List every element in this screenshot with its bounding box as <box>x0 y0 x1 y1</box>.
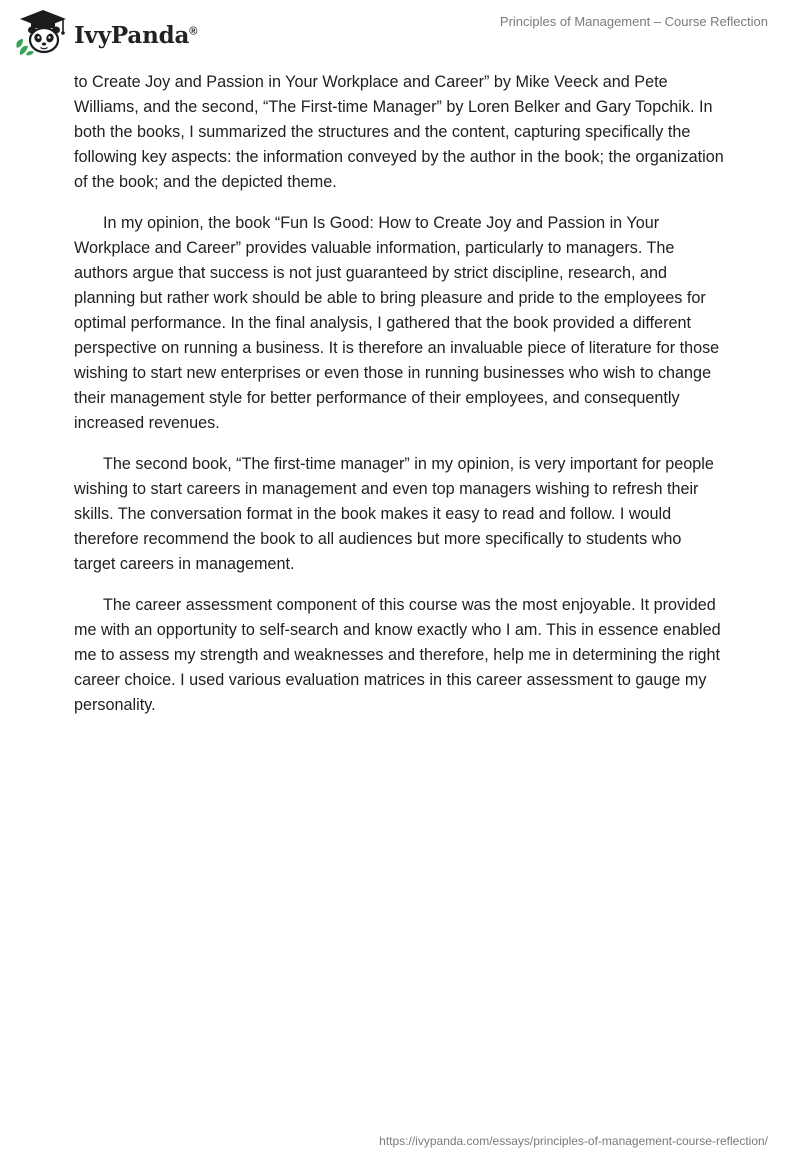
source-url[interactable]: https://ivypanda.com/essays/principles-of-management-course-reflection/ <box>379 1134 768 1148</box>
ivypanda-logo[interactable] <box>14 8 197 56</box>
paragraph-continued: to Create Joy and Passion in Your Workplace and Career” by Mike Veeck and Pete Williams, and the second, “The First-time Manager” by Loren Belker and Gary Topchik. In both the books, I summarized the structures and the content, capturing specifically the following key aspects: the information conveyed by the author in the book; the organization of the book; and the depicted theme. <box>74 73 724 191</box>
document-title: Principles of Management – Course Reflection <box>499 14 768 29</box>
panda-graduation-cap-icon <box>14 8 72 56</box>
paragraph: In my opinion, the book “Fun Is Good: How to Create Joy and Passion in Your Workplace and Career” provides valuable information, particularly to managers. The authors argue that success is not just guaranteed by strict discipline, research, and planning but rather work should be able to bring pleasure and pride to the employees for optimal performance. In the final analysis, I gathered that the book provided a different perspective on running a business. It is therefore an invaluable piece of literature for those wishing to start new enterprises or even those in running businesses who wish to change their management style for better performance of their employees, and consequently increased revenues. <box>74 214 720 432</box>
essay-body <box>74 70 724 734</box>
page-header <box>0 0 800 70</box>
paragraph: The second book, “The first-time manager” in my opinion, is very important for people wishing to start careers in management and even top managers wishing to refresh their skills. The conversation format in the book makes it easy to read and follow. I would therefore recommend the book to all audiences but more specifically to students who target careers in management. <box>74 455 714 573</box>
paragraph: The career assessment component of this course was the most enjoyable. It provided me with an opportunity to self-search and know exactly who I am. This in essence enabled me to assess my strength and weaknesses and therefore, help me in determining the right career choice. I used various evaluation matrices in this career assessment to gauge my personality. <box>74 596 721 714</box>
brand-name: IvyPanda® <box>74 21 198 49</box>
registered-mark: ® <box>189 24 198 37</box>
